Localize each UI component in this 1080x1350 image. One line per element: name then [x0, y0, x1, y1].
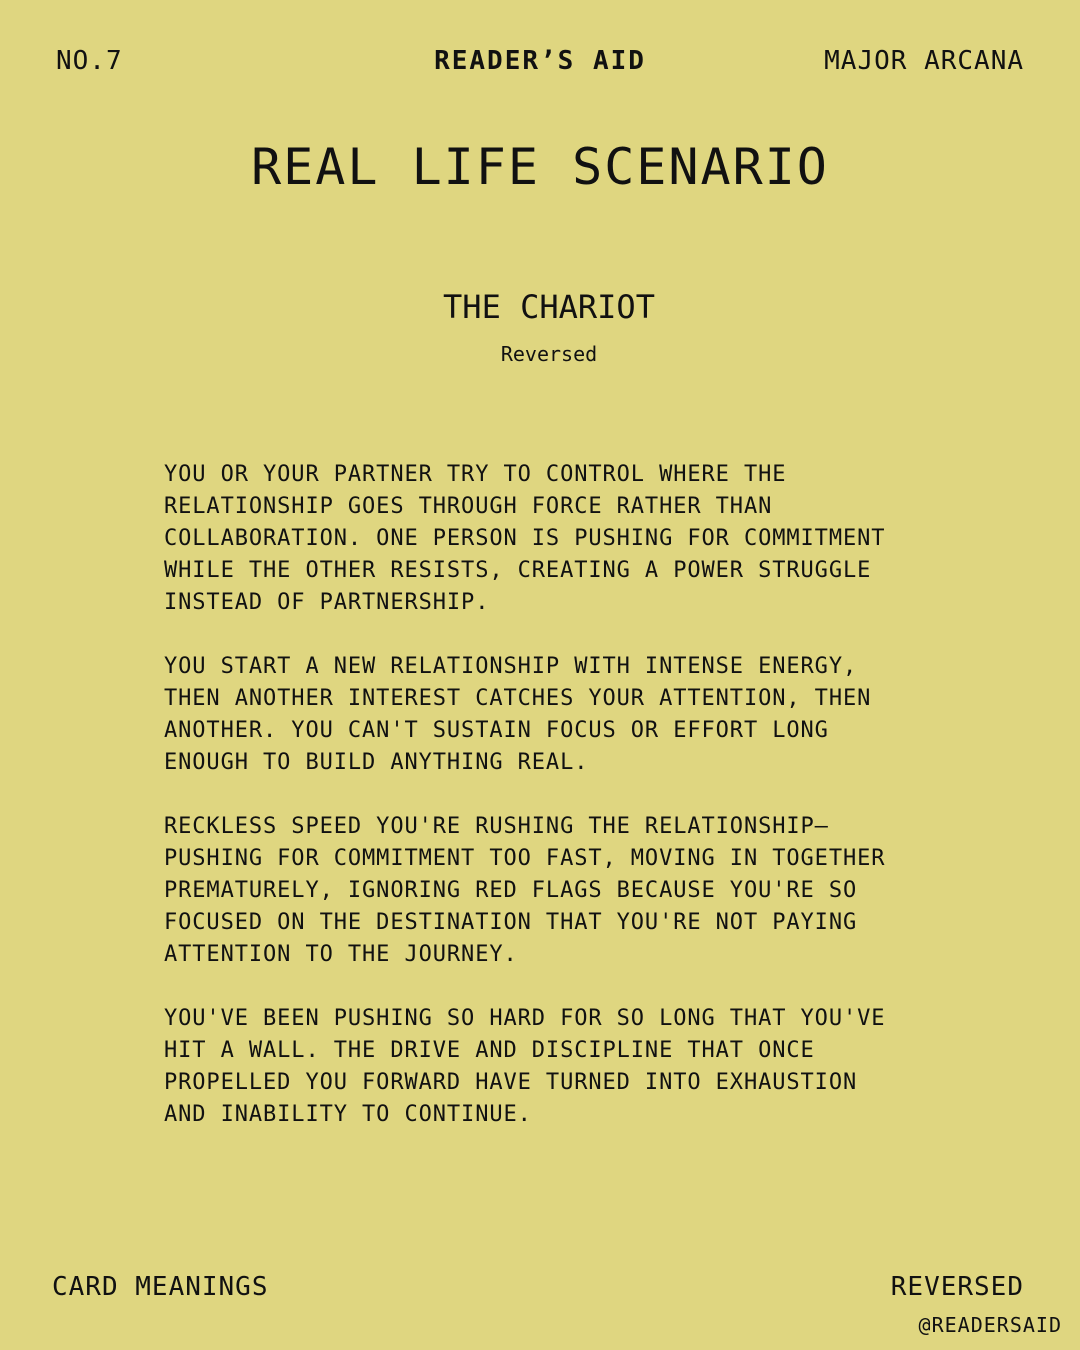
scenario-paragraph-3: RECKLESS SPEED YOU'RE RUSHING THE RELATIONSHIP— PUSHING FOR COMMITMENT TOO FAST, MOVING IN TOGETHER PREMATURELY, IGNORING RED FLAGS BECAUSE YOU'RE SO FOCUSED ON THE DESTINATION THAT YOU'RE NOT PAYING ATTENTION TO THE JOURNEY. [164, 814, 886, 967]
brand-title: READER’S AID [434, 46, 646, 76]
card-orientation: Reversed [500, 342, 598, 366]
footer-orientation-label: REVERSED [890, 1272, 1024, 1302]
footer-section-label: CARD MEANINGS [52, 1272, 269, 1302]
card-name: THE CHARIOT [443, 288, 655, 326]
scenario-paragraph-2: YOU START A NEW RELATIONSHIP WITH INTENSE ENERGY, THEN ANOTHER INTEREST CATCHES YOUR ATTENTION, THEN ANOTHER. YOU CAN'T SUSTAIN FOCUS OR EFFORT LONG ENOUGH TO BUILD ANYTHING REAL. [164, 654, 872, 775]
card-number: NO.7 [56, 46, 123, 76]
scenario-text [164, 459, 924, 1163]
scenario-paragraph-4: YOU'VE BEEN PUSHING SO HARD FOR SO LONG THAT YOU'VE HIT A WALL. THE DRIVE AND DISCIPLINE THAT ONCE PROPELLED YOU FORWARD HAVE TURNED INTO EXHAUSTION AND INABILITY TO CONTINUE. [164, 1006, 886, 1127]
arcana-category: MAJOR ARCANA [824, 46, 1024, 76]
scenario-paragraph-1: YOU OR YOUR PARTNER TRY TO CONTROL WHERE THE RELATIONSHIP GOES THROUGH FORCE RATHER THAN COLLABORATION. ONE PERSON IS PUSHING FOR COMMITMENT WHILE THE OTHER RESISTS, CREATING A POWER STRUGGLE INSTEAD OF PARTNERSHIP. [164, 462, 886, 615]
social-handle: @READERSAID [918, 1313, 1062, 1337]
page-title: REAL LIFE SCENARIO [251, 138, 829, 196]
